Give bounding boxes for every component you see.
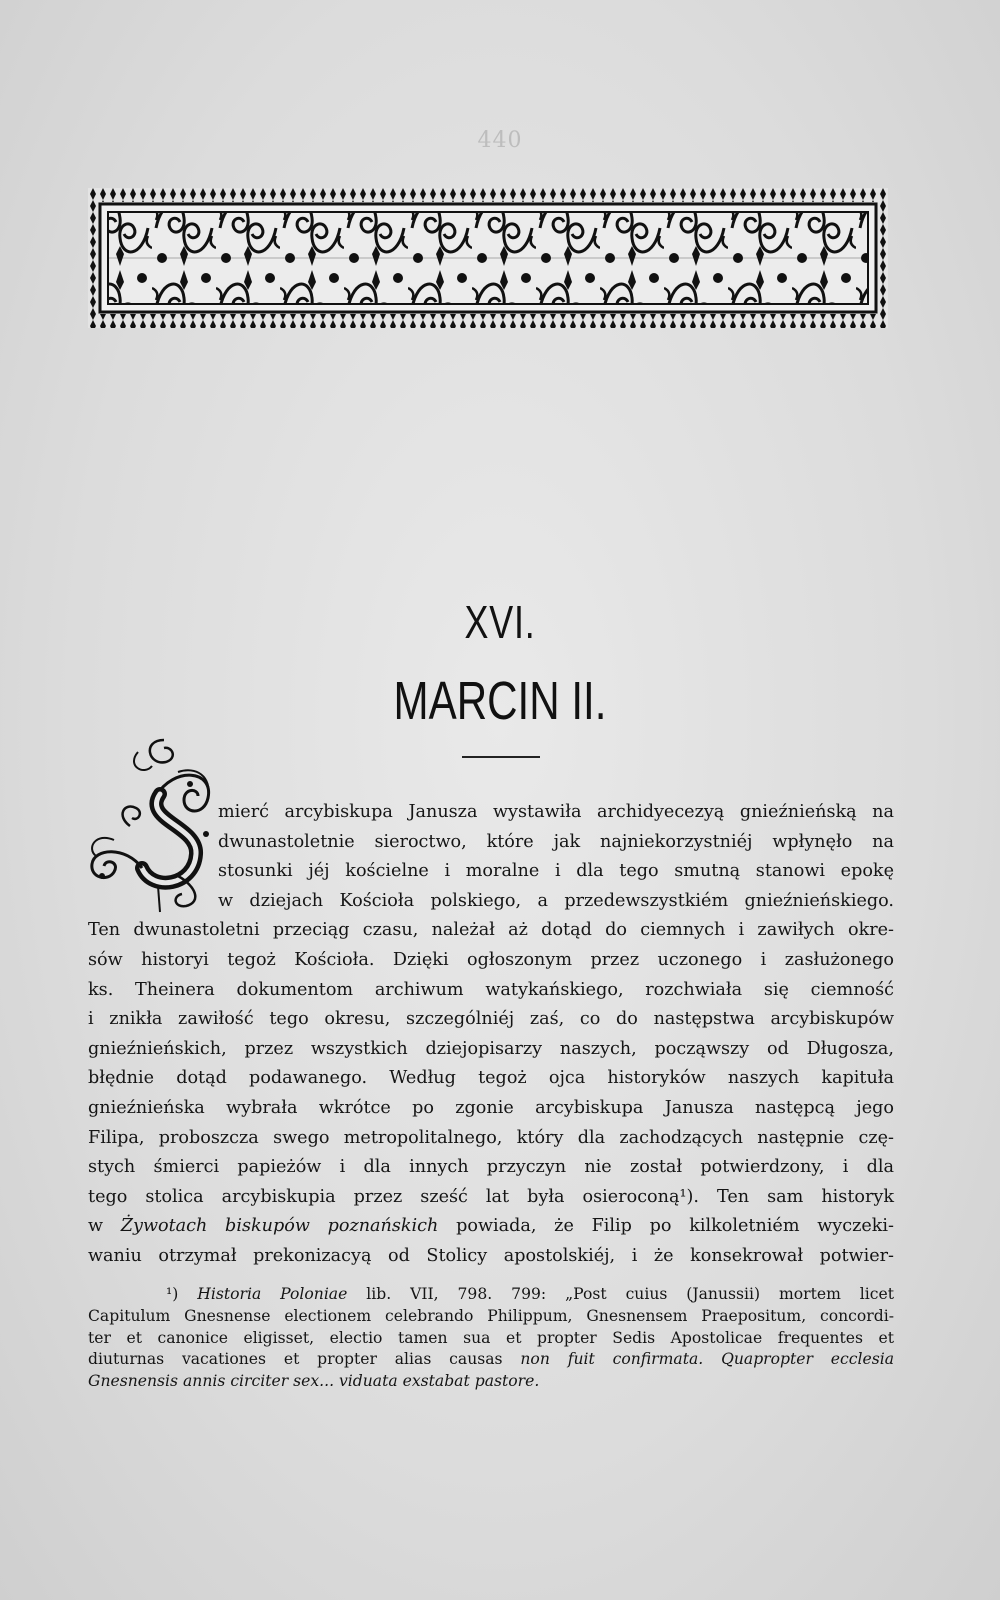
- text-line: błędnie dotąd podawanego. Według tegoż ojca historyków naszych kapituła: [88, 1068, 894, 1089]
- text-line: gnieźnieńskich, przez wszystkich dziejopisarzy naszych, począwszy od Długosza,: [88, 1038, 894, 1059]
- footnote-marker: ¹): [166, 1285, 179, 1303]
- footnote-source: Historia Poloniae: [197, 1285, 348, 1303]
- footnote-line: [88, 1349, 894, 1371]
- ornamental-header-band: [88, 188, 888, 328]
- text-line: Ten dwunastoletni przeciąg czasu, należał aż dotąd do ciemnych i zawiłych okre-: [88, 920, 894, 941]
- chapter-title: MARCIN II.: [393, 671, 607, 731]
- text-line: dwunastoletnie sieroctwo, które jak najniekorzystniéj wpłynęło na: [218, 831, 894, 852]
- text-line: tego stolica arcybiskupia przez sześć lat była osieroconą¹). Ten sam historyk: [88, 1186, 894, 1207]
- text-line: ks. Theinera dokumentom archiwum watykańskiego, rozchwiała się ciemność: [88, 979, 894, 1000]
- text-line: stych śmierci papieżów i dla innych przyczyn nie został potwierdzony, i dla: [88, 1157, 894, 1178]
- text-fragment: w: [88, 1216, 121, 1237]
- text-fragment: powiada, że Filip po kilkoletniém wyczeki-: [438, 1216, 894, 1237]
- italic-quote: Quapropter ecclesia: [721, 1350, 894, 1369]
- footnote-line: Gnesnensis annis circiter sex... viduata exstabat pastore.: [88, 1372, 540, 1391]
- italic-title: Żywotach biskupów poznańskich: [120, 1216, 439, 1237]
- body-text: [88, 798, 894, 1272]
- italic-quote: non fuit confirmata.: [520, 1350, 704, 1369]
- footnote-line: Capitulum Gnesnense electionem celebrando Philippum, Gnesnensem Praepositum, concordi-: [88, 1306, 894, 1325]
- text-line: Filipa, proboszcza swego metropolitalnego, który dla zachodzących następnie czę-: [88, 1127, 894, 1148]
- footnote: [88, 1284, 894, 1393]
- text-fragment: diuturnas vacationes et propter alias causas: [88, 1350, 521, 1369]
- footnote-line: [88, 1284, 894, 1306]
- text-fragment: [703, 1350, 721, 1368]
- text-fragment: lib. VII, 798. 799: „Post cuius (Janussii) mortem licet: [347, 1285, 894, 1303]
- title-divider: [462, 756, 540, 758]
- chapter-number: XVI.: [464, 596, 536, 648]
- text-line: sów historyi tegoż Kościoła. Dzięki ogłoszonym przez uczonego i zasłużonego: [88, 949, 894, 970]
- text-line: w dziejach Kościoła polskiego, a przedewszystkiém gnieźnieńskiego.: [218, 890, 894, 911]
- text-line: gnieźnieńska wybrała wkrótce po zgonie arcybiskupa Janusza następcą jego: [88, 1097, 894, 1118]
- text-line: waniu otrzymał prekonizacyą od Stolicy apostolskiéj, i że konsekrował potwier-: [88, 1245, 894, 1266]
- text-line: mierć arcybiskupa Janusza wystawiła archidyecezyą gnieźnieńską na: [218, 802, 894, 822]
- footnote-line: ter et canonice eligisset, electio tamen sua et propter Sedis Apostolicae frequentes et: [88, 1328, 894, 1347]
- text-line: i znikła zawiłość tego okresu, szczególniéj zaś, co do następstwa arcybiskupów: [88, 1009, 894, 1030]
- text-line: stosunki jéj kościelne i moralne i dla tego smutną stanowi epokę: [218, 861, 894, 882]
- text-line: [88, 1212, 894, 1242]
- page-number: 440: [477, 128, 523, 153]
